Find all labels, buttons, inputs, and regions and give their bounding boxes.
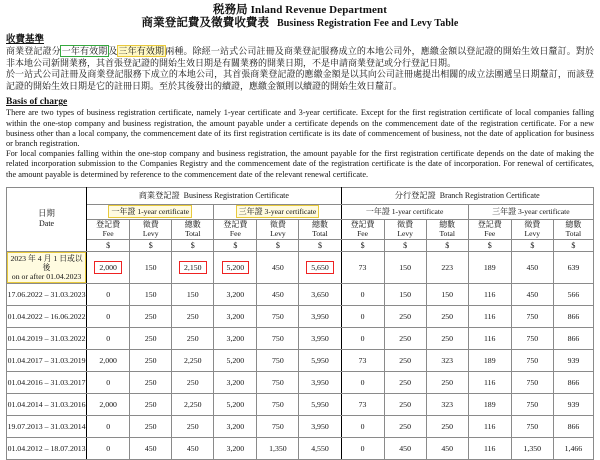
fee-table-body [7, 251, 594, 460]
basis-zh-p1-part-a: 商業登記證分 [6, 46, 61, 56]
col-fee-b3-en: Fee [229, 229, 241, 239]
col-levy-b1-en: Levy [142, 229, 159, 239]
table-cell-value: 116 [468, 284, 511, 306]
table-cell-value: 250 [384, 416, 426, 438]
row-date-text [7, 400, 86, 409]
table-cell-value: 250 [426, 372, 468, 394]
table-cell-value: 250 [130, 350, 172, 372]
col-fee-br3 [468, 219, 511, 239]
table-cell-value: 0 [341, 306, 384, 328]
table-cell-value: 250 [384, 306, 426, 328]
row-date-text [7, 378, 86, 387]
table-row [7, 416, 594, 438]
basis-zh-p1-part-c: 兩種。除經一站式公司註冊及商業登記服務成立的本地公司外，應繳金額以登記證的開始生效日釐訂。對於非本地公司新開業務，其首張登記證的開始生效日期是有關業務的開業日期，不是申請商業登記或分行登記日期。 [6, 46, 594, 68]
table-cell-value: 2,000 [87, 394, 130, 416]
cert-business-3year-en: 3-year certificate [264, 207, 317, 217]
table-cell-value: 750 [511, 394, 553, 416]
table-cell-value: 750 [257, 306, 299, 328]
currency-br3-levy: $ [511, 239, 553, 251]
cert-branch-3year-en: 3-year certificate [517, 207, 570, 217]
currency-br3-total: $ [553, 239, 593, 251]
col-total-br3 [553, 219, 593, 239]
row-date-cell [7, 328, 87, 350]
table-cell-value: 450 [511, 251, 553, 284]
cert-branch-1year-en: 1-year certificate [391, 207, 444, 217]
table-cell-value: 5,200 [214, 350, 257, 372]
table-cell-value: 116 [468, 372, 511, 394]
row-date-en: 01.04.2019 – 31.03.2022 [7, 334, 86, 344]
table-cell-value: 3,950 [299, 416, 341, 438]
table-cell-value: 450 [384, 438, 426, 460]
table-cell-value: 250 [172, 416, 214, 438]
table-cell-value: 189 [468, 394, 511, 416]
row-date-cell [7, 438, 87, 460]
table-cell-value [87, 251, 130, 284]
table-cell-value: 2,250 [172, 394, 214, 416]
table-cell-value: 0 [87, 328, 130, 350]
basis-zh-p1-part-b: 及 [108, 46, 118, 56]
table-cell-value: 0 [87, 438, 130, 460]
table-cell-value: 3,950 [299, 306, 341, 328]
table-row [7, 328, 594, 350]
col-fee-b1-zh: 登記費 [96, 219, 121, 229]
highlighted-value-box: 5,650 [306, 261, 334, 274]
row-date-en: 01.04.2014 – 31.03.2016 [7, 400, 86, 410]
currency-b3-fee: $ [214, 239, 257, 251]
basis-of-charge-zh [0, 35, 600, 92]
table-cell-value: 250 [172, 306, 214, 328]
table-cell-value: 250 [384, 394, 426, 416]
table-cell-value: 3,200 [214, 438, 257, 460]
table-cell-value: 0 [341, 284, 384, 306]
col-total-br1-zh: 總數 [439, 219, 456, 229]
cert-type-branch-3year [468, 204, 593, 219]
table-cell-value: 116 [468, 416, 511, 438]
col-fee-b1-en: Fee [102, 229, 114, 239]
basis-en-paragraph-1: There are two types of business registration certificate, namely 1-year certificate and 3-year certificate. Except for the first registration certificate of local companies falling within the one-stop company and business registration, the amount payable under a certificate depends on the commencement date of the registration certificate. For a new business other than a local company, the commencement date of its first registration certificate is its date of commencement of business, not the date of application for business or branch registration. [6, 108, 594, 148]
highlight-one-year-validity: 一年有效期 [61, 46, 108, 56]
table-cell-value: 3,200 [214, 416, 257, 438]
table-cell-value: 750 [511, 416, 553, 438]
col-levy-b3-en: Levy [270, 229, 286, 239]
table-cell-value: 2,250 [172, 350, 214, 372]
table-cell-value: 0 [341, 438, 384, 460]
fee-table-container [0, 187, 600, 460]
title-main [0, 4, 600, 17]
col-fee-br1-zh: 登記費 [350, 219, 375, 229]
currency-b3-levy: $ [257, 239, 299, 251]
table-cell-value: 73 [341, 251, 384, 284]
highlight-three-year-validity: 三年有效期 [118, 46, 165, 56]
table-cell-value: 750 [257, 372, 299, 394]
date-header-zh: 日期 [38, 209, 55, 219]
currency-br1-levy: $ [384, 239, 426, 251]
col-fee-b3-zh: 登記費 [223, 219, 248, 229]
currency-br1-fee: $ [341, 239, 384, 251]
cert-type-business-1year-highlight [108, 205, 192, 218]
table-cell-value: 0 [87, 372, 130, 394]
table-cell-value: 750 [257, 394, 299, 416]
col-total-b3-zh: 總數 [311, 219, 328, 229]
row-date-en: on or after 01.04.2023 [11, 272, 82, 282]
table-cell-value: 0 [87, 416, 130, 438]
table-cell-value: 1,466 [553, 438, 593, 460]
currency-b1-levy: $ [130, 239, 172, 251]
table-cell-value: 5,950 [299, 350, 341, 372]
cert-type-business-1year [87, 204, 214, 219]
table-cell-value: 450 [511, 284, 553, 306]
table-cell-value: 250 [130, 306, 172, 328]
col-total-b3-en: Total [312, 229, 328, 239]
col-total-br3-en: Total [565, 229, 582, 239]
col-total-br1 [426, 219, 468, 239]
table-cell-value: 250 [384, 328, 426, 350]
row-date-text [7, 444, 86, 453]
group-branch-en: Branch Registration Certificate [439, 191, 540, 201]
table-cell-value: 150 [130, 251, 172, 284]
table-cell-value: 150 [130, 284, 172, 306]
col-levy-b1-zh: 徵費 [142, 219, 159, 229]
group-branch-zh: 分行登記證 [394, 191, 436, 201]
col-levy-br3 [511, 219, 553, 239]
row-date-en: 01.04.2012 – 18.07.2013 [7, 444, 86, 454]
table-cell-value: 0 [341, 328, 384, 350]
highlighted-value-box: 2,150 [179, 261, 207, 274]
row-date-cell [7, 306, 87, 328]
group-business-en: Business Registration Certificate [183, 191, 289, 201]
row-date-zh: 2023 年 4 月 1 日或以後 [10, 253, 83, 272]
row-date-text [7, 290, 86, 299]
table-cell-value: 5,200 [214, 394, 257, 416]
table-cell-value: 323 [426, 350, 468, 372]
row-date-text [7, 356, 86, 365]
cert-business-1year-zh: 一年證 [111, 207, 136, 217]
title-sub-zh: 商業登記費及徵費收費表 [141, 17, 270, 29]
table-cell-value: 5,950 [299, 394, 341, 416]
currency-br3-fee: $ [468, 239, 511, 251]
table-cell-value: 0 [341, 372, 384, 394]
table-cell-value: 639 [553, 251, 593, 284]
table-cell-value: 866 [553, 328, 593, 350]
col-total-b1 [172, 219, 214, 239]
basis-zh-paragraph-2: 於一站式公司註冊及商業登記服務下成立的本地公司，其首張商業登記證的應繳金額是以其向公司註冊處提出相關的成立法團遞呈日期釐訂，而該登記證的開始生效日期是它的註冊日期。至於其後發出的續證，應繳金額則以續證的開始生效日釐訂。 [6, 69, 594, 91]
table-row [7, 306, 594, 328]
table-cell-value: 250 [130, 372, 172, 394]
table-cell-value: 3,950 [299, 372, 341, 394]
table-cell-value: 566 [553, 284, 593, 306]
col-fee-b1 [87, 219, 130, 239]
document-header [0, 0, 600, 30]
col-total-br1-en: Total [439, 229, 455, 239]
table-row [7, 438, 594, 460]
table-cell-value: 866 [553, 372, 593, 394]
table-row [7, 394, 594, 416]
table-cell-value: 866 [553, 306, 593, 328]
title-main-en: Inland Revenue Department [250, 4, 387, 16]
col-levy-br1 [384, 219, 426, 239]
row-date-text [7, 334, 86, 343]
title-sub-en: Business Registration Fee and Levy Table [276, 18, 459, 29]
table-cell-value: 73 [341, 394, 384, 416]
column-header-row [7, 219, 594, 239]
table-cell-value: 0 [341, 416, 384, 438]
highlighted-value-box: 2,000 [94, 261, 122, 274]
table-cell-value: 189 [468, 251, 511, 284]
currency-b1-total: $ [172, 239, 214, 251]
date-column-header [7, 187, 87, 251]
highlighted-value-box: 5,200 [222, 261, 250, 274]
row-date-text [7, 312, 86, 321]
table-cell-value: 3,200 [214, 372, 257, 394]
row-date-cell [7, 394, 87, 416]
fee-table-head [7, 187, 594, 251]
row-date-text [7, 422, 86, 431]
table-cell-value: 450 [257, 284, 299, 306]
table-cell-value: 866 [553, 416, 593, 438]
currency-b1-fee: $ [87, 239, 130, 251]
table-row [7, 284, 594, 306]
row-date-en: 01.04.2017 – 31.03.2019 [7, 356, 86, 366]
table-cell-value: 250 [172, 328, 214, 350]
basis-zh-heading: 收費基準 [6, 35, 45, 45]
table-cell-value: 250 [130, 416, 172, 438]
table-cell-value: 3,650 [299, 284, 341, 306]
cert-type-branch-1year [341, 204, 468, 219]
table-cell-value: 250 [426, 328, 468, 350]
table-cell-value: 250 [384, 350, 426, 372]
col-fee-br1 [341, 219, 384, 239]
col-levy-br1-zh: 徵費 [397, 219, 414, 229]
table-cell-value [214, 251, 257, 284]
table-cell-value: 2,000 [87, 350, 130, 372]
table-cell-value [172, 251, 214, 284]
table-cell-value: 0 [87, 306, 130, 328]
table-cell-value: 250 [130, 328, 172, 350]
currency-b3-total: $ [299, 239, 341, 251]
cert-business-1year-en: 1-year certificate [137, 207, 189, 217]
basis-of-charge-en [0, 97, 600, 179]
table-cell-value: 0 [87, 284, 130, 306]
table-cell-value: 116 [468, 306, 511, 328]
table-cell-value: 150 [172, 284, 214, 306]
table-cell-value: 250 [130, 394, 172, 416]
table-row [7, 372, 594, 394]
col-levy-br1-en: Levy [397, 229, 413, 239]
table-cell-value: 450 [426, 438, 468, 460]
col-levy-br3-en: Levy [524, 229, 541, 239]
row-date-en: 01.04.2016 – 31.03.2017 [7, 378, 86, 388]
fee-table [6, 187, 594, 460]
col-total-br3-zh: 總數 [565, 219, 582, 229]
row-date-cell [7, 284, 87, 306]
currency-br1-total: $ [426, 239, 468, 251]
table-row [7, 350, 594, 372]
group-business-zh: 商業登記證 [138, 191, 180, 201]
table-cell-value: 3,200 [214, 284, 257, 306]
table-cell-value: 3,950 [299, 328, 341, 350]
cert-type-business-3year [214, 204, 341, 219]
table-cell-value: 750 [257, 328, 299, 350]
col-levy-b3 [257, 219, 299, 239]
table-cell-value: 1,350 [257, 438, 299, 460]
table-cell-value: 73 [341, 350, 384, 372]
table-cell-value: 750 [257, 350, 299, 372]
basis-en-heading: Basis of charge [6, 97, 68, 108]
row-date-en: 17.06.2022 – 31.03.2023 [7, 290, 86, 300]
group-header-business [87, 187, 341, 204]
title-sub [0, 17, 600, 30]
certificate-type-row [7, 204, 594, 219]
col-fee-br3-en: Fee [484, 229, 496, 239]
table-cell-value: 450 [172, 438, 214, 460]
table-cell-value: 150 [384, 251, 426, 284]
table-cell-value: 150 [384, 284, 426, 306]
basis-zh-paragraph-1 [6, 46, 594, 69]
cert-branch-1year-zh: 一年證 [365, 207, 390, 217]
table-cell-value: 750 [511, 306, 553, 328]
table-cell-value [299, 251, 341, 284]
row-date-cell [7, 416, 87, 438]
currency-row [7, 239, 594, 251]
table-cell-value: 250 [426, 416, 468, 438]
group-header-row [7, 187, 594, 204]
table-cell-value: 450 [130, 438, 172, 460]
cert-type-business-3year-highlight [236, 205, 320, 218]
group-header-branch [341, 187, 593, 204]
table-cell-value: 750 [511, 328, 553, 350]
col-levy-b1 [130, 219, 172, 239]
table-cell-value: 250 [172, 372, 214, 394]
col-total-b3 [299, 219, 341, 239]
table-cell-value: 450 [257, 251, 299, 284]
col-levy-b3-zh: 徵費 [269, 219, 286, 229]
table-cell-value: 750 [511, 372, 553, 394]
table-cell-value: 116 [468, 438, 511, 460]
col-total-b1-en: Total [185, 229, 201, 239]
date-header-en: Date [39, 219, 55, 229]
row-date-cell [7, 372, 87, 394]
basis-en-paragraph-2: For local companies falling within the one-stop company and business registration, the amount payable for the first registration certificate depends on the date of making the related incorporation submission to the Companies Registry and the commencement date of the registration certificate is the date of incorporation. For renewal of certificates, the amount payable is determined by reference to the commencement date of the relevant renewal certificate. [6, 149, 594, 179]
table-cell-value: 750 [511, 350, 553, 372]
table-cell-value: 116 [468, 328, 511, 350]
row-date-cell [7, 350, 87, 372]
col-fee-br3-zh: 登記費 [477, 219, 502, 229]
table-cell-value: 150 [426, 284, 468, 306]
table-cell-value: 939 [553, 394, 593, 416]
col-levy-br3-zh: 徵費 [524, 219, 541, 229]
table-cell-value: 323 [426, 394, 468, 416]
table-cell-value: 1,350 [511, 438, 553, 460]
table-cell-value: 3,200 [214, 306, 257, 328]
col-fee-b3 [214, 219, 257, 239]
table-cell-value: 3,200 [214, 328, 257, 350]
table-cell-value: 223 [426, 251, 468, 284]
row-date-cell [7, 251, 87, 284]
row-date-en: 01.04.2022 – 16.06.2022 [7, 312, 86, 322]
col-fee-br1-en: Fee [357, 229, 369, 239]
table-cell-value: 4,550 [299, 438, 341, 460]
row-date-en: 19.07.2013 – 31.03.2014 [7, 422, 86, 432]
table-row [7, 251, 594, 284]
table-cell-value: 750 [257, 416, 299, 438]
col-total-b1-zh: 總數 [184, 219, 201, 229]
table-cell-value: 250 [426, 306, 468, 328]
cert-branch-3year-zh: 三年證 [492, 207, 517, 217]
title-main-zh: 税務局 [212, 4, 248, 16]
table-cell-value: 250 [384, 372, 426, 394]
table-cell-value: 189 [468, 350, 511, 372]
cert-business-3year-zh: 三年證 [238, 207, 263, 217]
row-date-highlight [7, 252, 86, 284]
table-cell-value: 939 [553, 350, 593, 372]
